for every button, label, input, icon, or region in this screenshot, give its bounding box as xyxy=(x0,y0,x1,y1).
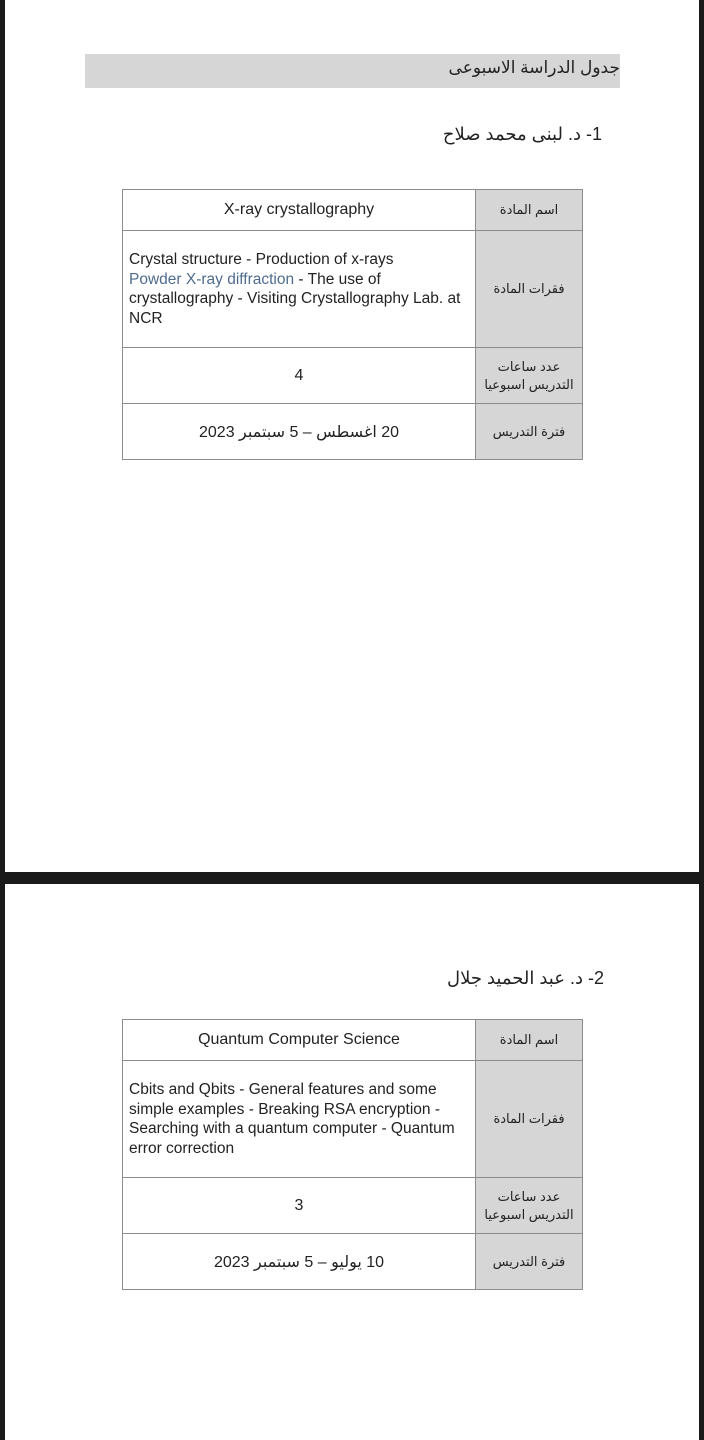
lecturer-name: 1- د. لبنى محمد صلاح xyxy=(442,124,602,144)
table-row xyxy=(123,348,583,404)
document-page-2 xyxy=(5,884,699,1440)
table-row xyxy=(123,1234,583,1290)
teaching-period-value: 10 يوليو – 5 سبتمبر 2023 xyxy=(123,1234,476,1290)
course-name-label: اسم المادة xyxy=(476,1020,583,1061)
course-name-value: X-ray crystallography xyxy=(123,190,476,231)
table-row xyxy=(123,231,583,348)
course-topics-value: Cbits and Qbits - General features and some simple examples - Breaking RSA encryption - Searching with a quantum computer - Quantum error correction xyxy=(123,1061,476,1178)
course-topics-label: فقرات المادة xyxy=(476,231,583,348)
weekly-hours-value: 4 xyxy=(123,348,476,404)
course-topics-label: فقرات المادة xyxy=(476,1061,583,1178)
course-table xyxy=(122,1019,583,1290)
weekly-hours-label: عدد ساعات التدريس اسبوعيا xyxy=(476,1178,583,1234)
table-row xyxy=(123,1178,583,1234)
table-row xyxy=(123,1061,583,1178)
course-name-label: اسم المادة xyxy=(476,190,583,231)
table-row xyxy=(123,1020,583,1061)
schedule-header xyxy=(85,54,620,88)
document-page-1 xyxy=(5,0,699,872)
lecturer-name: 2- د. عبد الحميد جلال xyxy=(447,968,604,988)
table-row xyxy=(123,404,583,460)
schedule-title: جدول الدراسة الاسبوعى xyxy=(448,58,620,77)
table-row xyxy=(123,190,583,231)
teaching-period-label: فترة التدريس xyxy=(476,404,583,460)
weekly-hours-value: 3 xyxy=(123,1178,476,1234)
weekly-hours-label: عدد ساعات التدريس اسبوعيا xyxy=(476,348,583,404)
topics-text: - The use of crystallography - Visiting Crystallography Lab. at NCR xyxy=(129,270,461,327)
course-name-value: Quantum Computer Science xyxy=(123,1020,476,1061)
topics-highlight-text: Powder X-ray diffraction xyxy=(129,270,295,288)
teaching-period-label: فترة التدريس xyxy=(476,1234,583,1290)
course-topics-value xyxy=(123,231,476,348)
topics-text: Crystal structure - Production of x-rays xyxy=(129,251,394,268)
teaching-period-value: 20 اغسطس – 5 سبتمبر 2023 xyxy=(123,404,476,460)
course-table xyxy=(122,189,583,460)
